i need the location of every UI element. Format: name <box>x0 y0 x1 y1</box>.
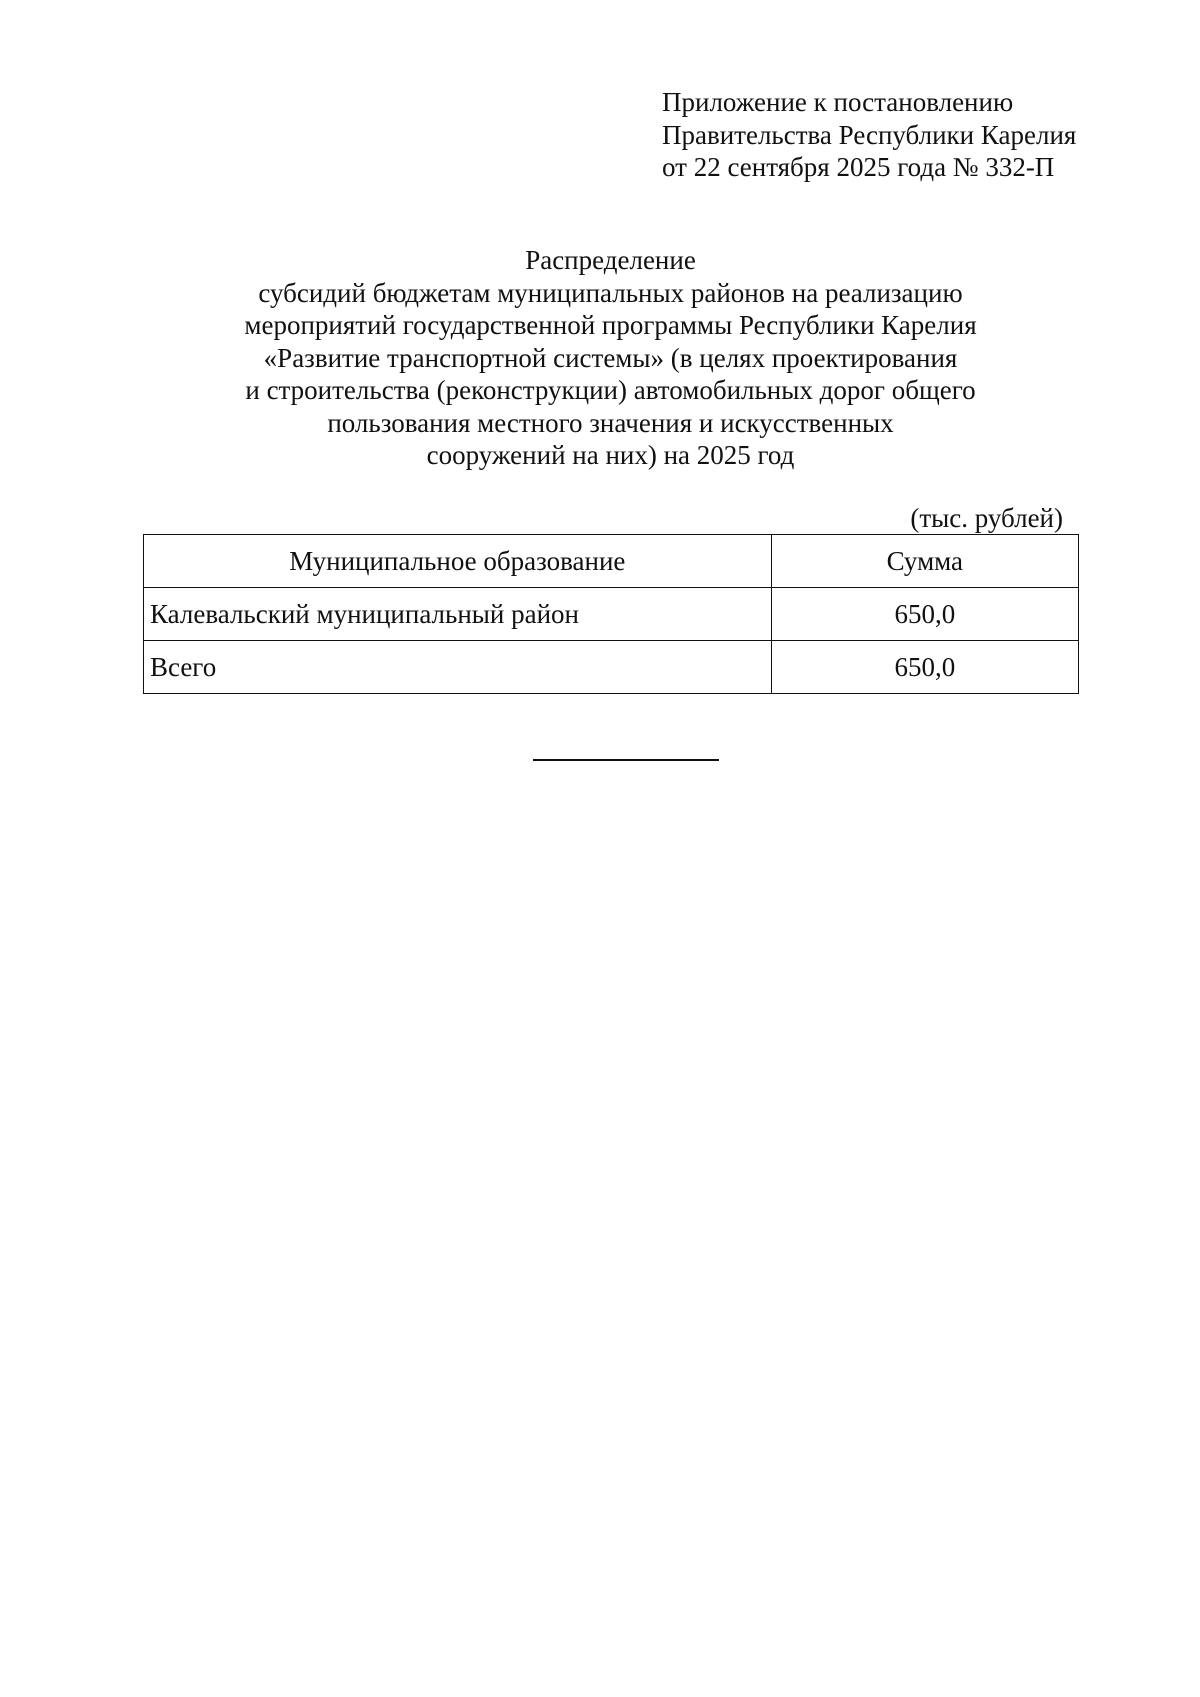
units-label: (тыс. рублей) <box>910 503 1063 533</box>
table-total-row <box>144 641 1079 694</box>
row-municipality: Калевальский муниципальный район <box>144 588 772 641</box>
table-header-row <box>144 535 1079 588</box>
header-municipality: Муниципальное образование <box>144 535 772 588</box>
title-line: пользования местного значения и искусственных <box>327 407 894 438</box>
appendix-note <box>662 86 1076 184</box>
title-line: мероприятий государственной программы Республики Карелия <box>244 310 977 340</box>
document-title <box>143 244 1078 472</box>
table-row <box>144 588 1079 641</box>
title-line: субсидий бюджетам муниципальных районов на реализацию <box>258 277 963 308</box>
title-line: Распределение <box>525 245 696 275</box>
appendix-line: Правительства Республики Карелия <box>662 119 1077 150</box>
total-sum: 650,0 <box>771 641 1078 694</box>
row-sum: 650,0 <box>771 588 1078 641</box>
title-line: «Развитие транспортной системы» (в целях проектирования <box>263 342 958 373</box>
appendix-line: от 22 сентября 2025 года № 332-П <box>662 152 1055 182</box>
title-line: сооружений на них) на 2025 год <box>426 440 795 470</box>
distribution-table <box>143 534 1079 694</box>
appendix-line: Приложение к постановлению <box>662 87 1014 117</box>
total-label: Всего <box>144 641 772 694</box>
title-line: и строительства (реконструкции) автомобильных дорог общего <box>245 375 976 405</box>
end-divider <box>533 759 719 761</box>
header-sum: Сумма <box>771 535 1078 588</box>
